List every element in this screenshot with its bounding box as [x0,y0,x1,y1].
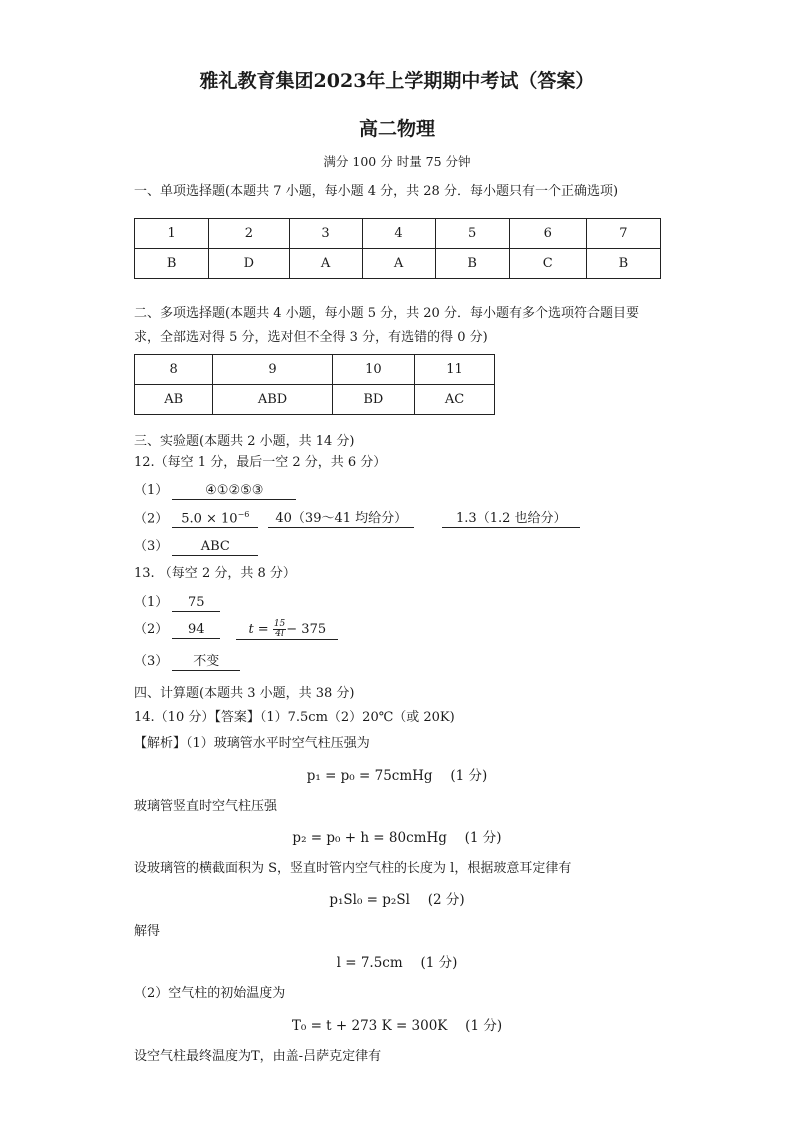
answer-cell: C [509,249,586,279]
question-number-cell: 5 [435,219,509,249]
q14-text-3: 设玻璃管的横截面积为 S，竖直时管内空气柱的长度为 l，根据玻意耳定律有 [134,861,572,876]
single-choice-answer-table [134,218,661,279]
section2-heading-line2: 求，全部选对得 5 分，选对但不全得 3 分，有选错的得 0 分) [134,330,488,345]
q12-part2 [134,507,580,528]
subject-title: 高二物理 [358,118,435,140]
section1-heading: 一、单项选择题(本题共 7 小题，每小题 4 分，共 28 分．每小题只有一个正确选项) [134,184,619,199]
question-number-cell: 8 [135,355,213,385]
q14-equation-2: p₂ = p₀ + h = 80cmHg (1 分) [292,830,502,846]
q13-part2-label: （2） [134,622,169,637]
q14-equation-1: p₁ = p₀ = 75cmHg (1 分) [306,768,488,784]
q12-part1-label: （1） [134,483,169,498]
question-number-cell: 11 [415,355,495,385]
q14-equation-3: p₁Sl₀ = p₂Sl (2 分) [329,892,465,908]
table-row-answers [135,249,661,279]
question-number-cell: 6 [509,219,586,249]
q14-answer-line: 14.（10 分）【答案】（1）7.5cm（2）20℃（或 20K) [134,710,455,725]
q14-equation-5: T₀ = t + 273 K = 300K (1 分) [291,1018,503,1034]
table-row-question-numbers [135,219,661,249]
q13-part2 [134,618,338,640]
question-number-cell: 4 [362,219,435,249]
answer-cell: B [586,249,660,279]
q13-part2-formula [236,620,338,640]
question-number-cell: 9 [213,355,332,385]
formula-lhs: t = [248,622,269,637]
answer-cell: B [135,249,209,279]
q14-text-6: 设空气柱最终温度为T，由盖-吕萨克定律有 [134,1049,382,1064]
q13-part1 [134,591,220,612]
q12-part3-answer: ABC [172,539,258,556]
section4-heading: 四、计算题(本题共 3 小题，共 38 分) [134,686,355,701]
q13-part3 [134,650,240,671]
q12-part1-answer: ④①②⑤③ [172,483,296,500]
question-number-cell: 7 [586,219,660,249]
answer-cell: AC [415,385,495,415]
answer-cell: A [289,249,362,279]
q12-part2-answer-b: 40（39～41 均给分） [268,511,414,528]
question-number-cell: 2 [209,219,289,249]
question-number-cell: 10 [332,355,414,385]
q13-intro: 13. （每空 2 分，共 8 分） [134,566,296,581]
question-number-cell: 1 [135,219,209,249]
table-row-question-numbers [135,355,495,385]
q12-part2-label: （2） [134,511,169,527]
q13-part2-answer-a: 94 [172,622,220,639]
answer-cell: D [209,249,289,279]
q14-text-5: （2）空气柱的初始温度为 [134,986,286,1001]
answer-cell: B [435,249,509,279]
q12-part2-answer-a [172,507,258,528]
q14-text-4: 解得 [134,924,161,939]
q12-intro: 12.（每空 1 分，最后一空 2 分，共 6 分） [134,455,387,470]
score-time-line: 满分 100 分 时量 75 分钟 [323,154,471,169]
q13-part3-label: （3） [134,654,169,669]
answer-cell: ABD [213,385,332,415]
answer-cell: BD [332,385,414,415]
q12-part3 [134,535,258,556]
formula-fraction [273,620,286,639]
q14-analysis-line: 【解析】（1）玻璃管水平时空气柱压强为 [134,736,370,751]
q12-part3-label: （3） [134,539,169,554]
section2-heading-line1: 二、多项选择题(本题共 4 小题，每小题 5 分，共 20 分．每小题有多个选项符合题目要 [134,306,639,321]
fraction-numerator: 15 [273,619,286,629]
q12-part2-answer-a-exponent: −6 [237,510,250,519]
multi-choice-answer-table [134,354,495,415]
fraction-denominator: 4l [275,629,284,639]
q14-equation-4: l = 7.5cm (1 分) [336,955,458,971]
q12-part1 [134,479,296,500]
formula-rest: − 375 [286,622,327,637]
question-number-cell: 3 [289,219,362,249]
q13-part1-answer: 75 [172,595,220,612]
answer-cell: AB [135,385,213,415]
q13-part3-answer: 不变 [172,654,240,671]
q12-part2-answer-a-base: 5.0 × 10 [181,511,238,527]
document-title: 雅礼教育集团2023年上学期期中考试（答案） [199,70,595,92]
answer-cell: A [362,249,435,279]
q12-part2-answer-c: 1.3（1.2 也给分） [442,511,580,528]
section3-heading: 三、实验题(本题共 2 小题，共 14 分) [134,434,355,449]
q13-part1-label: （1） [134,595,169,610]
table-row-answers [135,385,495,415]
q14-text-2: 玻璃管竖直时空气柱压强 [134,799,278,814]
